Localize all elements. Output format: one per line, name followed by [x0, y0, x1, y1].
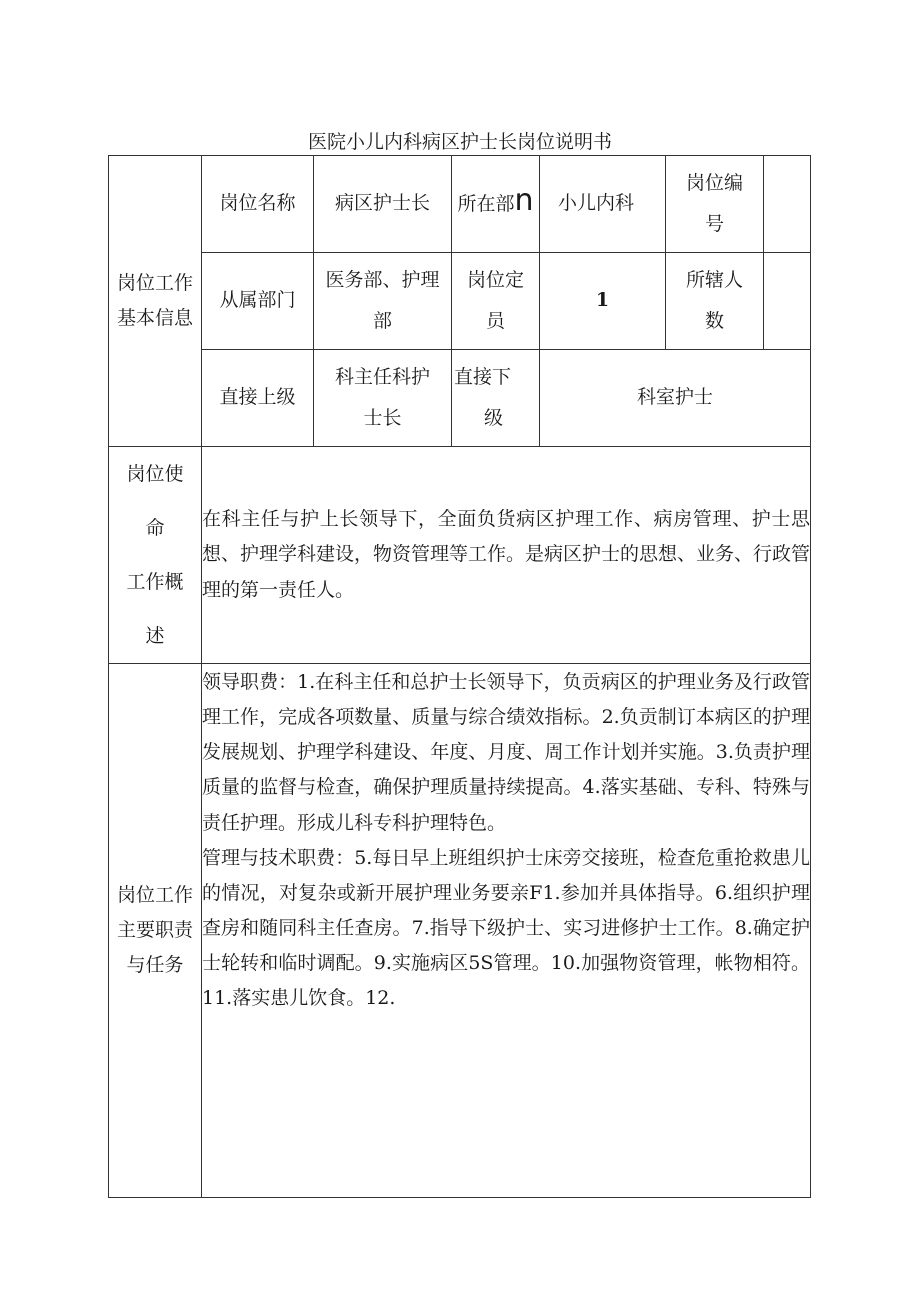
- mission-label-line3: 工作概: [126, 571, 184, 593]
- dept-label: [452, 156, 540, 253]
- duties-label-line2: 主要职责: [116, 918, 193, 941]
- mission-label-line4: 述: [145, 625, 165, 647]
- superior-value: [314, 350, 452, 447]
- basic-row-2: [109, 253, 811, 350]
- subordinates-label-line1: 所辖人: [685, 268, 743, 291]
- parent-dept-value-line2: 部: [372, 310, 392, 332]
- post-code-label-line2: 号: [704, 213, 724, 235]
- job-description-table: [108, 155, 811, 1198]
- subordinates-label: [666, 253, 764, 350]
- dept-label-text: 所在部: [457, 192, 515, 215]
- basic-row-3: [109, 350, 811, 447]
- subordinates-value: [764, 253, 811, 350]
- duties-section-label: [109, 664, 202, 1198]
- mission-section-label: [109, 447, 202, 664]
- document-title: 医院小儿内科病区护士长岗位说明书: [307, 131, 612, 153]
- duties-label-line3: 与任务: [126, 954, 184, 977]
- basic-section-label-line2: 基本信息: [116, 307, 193, 329]
- subordinate-label-line1: 直接下: [454, 365, 512, 388]
- post-code-label: [666, 156, 764, 253]
- parent-dept-value: [314, 253, 452, 350]
- superior-value-line2: 士长: [363, 407, 402, 429]
- superior-value-line1: 科主任科护: [334, 365, 430, 388]
- subordinates-label-line2: 数: [704, 310, 724, 332]
- dept-value: [540, 156, 666, 253]
- basic-section-label-line1: 岗位工作: [116, 271, 193, 294]
- duties-text: [202, 664, 811, 1198]
- subordinate-value: 科室护士: [540, 350, 811, 447]
- duties-paragraph-2: 管理与技术职费：5.每日早上班组织护士床旁交接班，检查危重抢救患儿的情况，对复杂或新开展护理业务要亲F1.参加并具体指导。6.组织护理查房和随同科主任查房。7.指导下级护士、实习进修护士工作。8.确定护士轮转和临时调配。9.实施病区5S管理。10.加强物资管理，帐物相符。11.落实患儿饮食。12.: [202, 846, 810, 1010]
- dept-label-glyph: n: [514, 182, 534, 218]
- post-quota-value: 1: [540, 253, 666, 350]
- basic-section-label: [109, 156, 202, 447]
- mission-text: 在科主任与护上长领导下，全面负货病区护理工作、病房管理、护士思想、护理学科建设，物资管理等工作。是病区护士的思想、业务、行政管理的第一责任人。: [202, 447, 811, 664]
- mission-label-line1: 岗位使: [126, 463, 184, 485]
- parent-dept-label: 从属部门: [202, 253, 314, 350]
- superior-label: 直接上级: [202, 350, 314, 447]
- parent-dept-value-line1: 医务部、护理: [325, 268, 440, 291]
- post-code-value: [764, 156, 811, 253]
- basic-row-1: [109, 156, 811, 253]
- subordinate-label-line2: 级: [484, 407, 504, 429]
- dept-value-text: 小儿内科: [558, 192, 635, 215]
- mission-label-line2: 命: [145, 517, 165, 539]
- post-name-value: 病区护士长: [314, 156, 452, 253]
- duties-row: [109, 664, 811, 1198]
- post-quota-label-line1: 岗位定: [466, 268, 524, 291]
- duties-label-line1: 岗位工作: [116, 883, 193, 906]
- post-code-label-line1: 岗位编: [685, 171, 743, 194]
- post-quota-label: [452, 253, 540, 350]
- mission-row: [109, 447, 811, 664]
- duties-paragraph-1: 领导职费：1.在科主任和总护士长领导下，负贡病区的护理业务及行政管理工作，完成各项数量、质量与综合绩效指标。2.负贡制订本病区的护理发展规划、护理学科建设、年度、月度、周工作计划并实施。3.负责护理质量的监督与检查，确保护理质量持续提高。4.落实基础、专科、特殊与责任护理。形成儿科专科护理特色。: [202, 671, 810, 834]
- subordinate-label: [452, 350, 540, 447]
- post-quota-label-line2: 员: [485, 310, 505, 332]
- post-name-label: 岗位名称: [202, 156, 314, 253]
